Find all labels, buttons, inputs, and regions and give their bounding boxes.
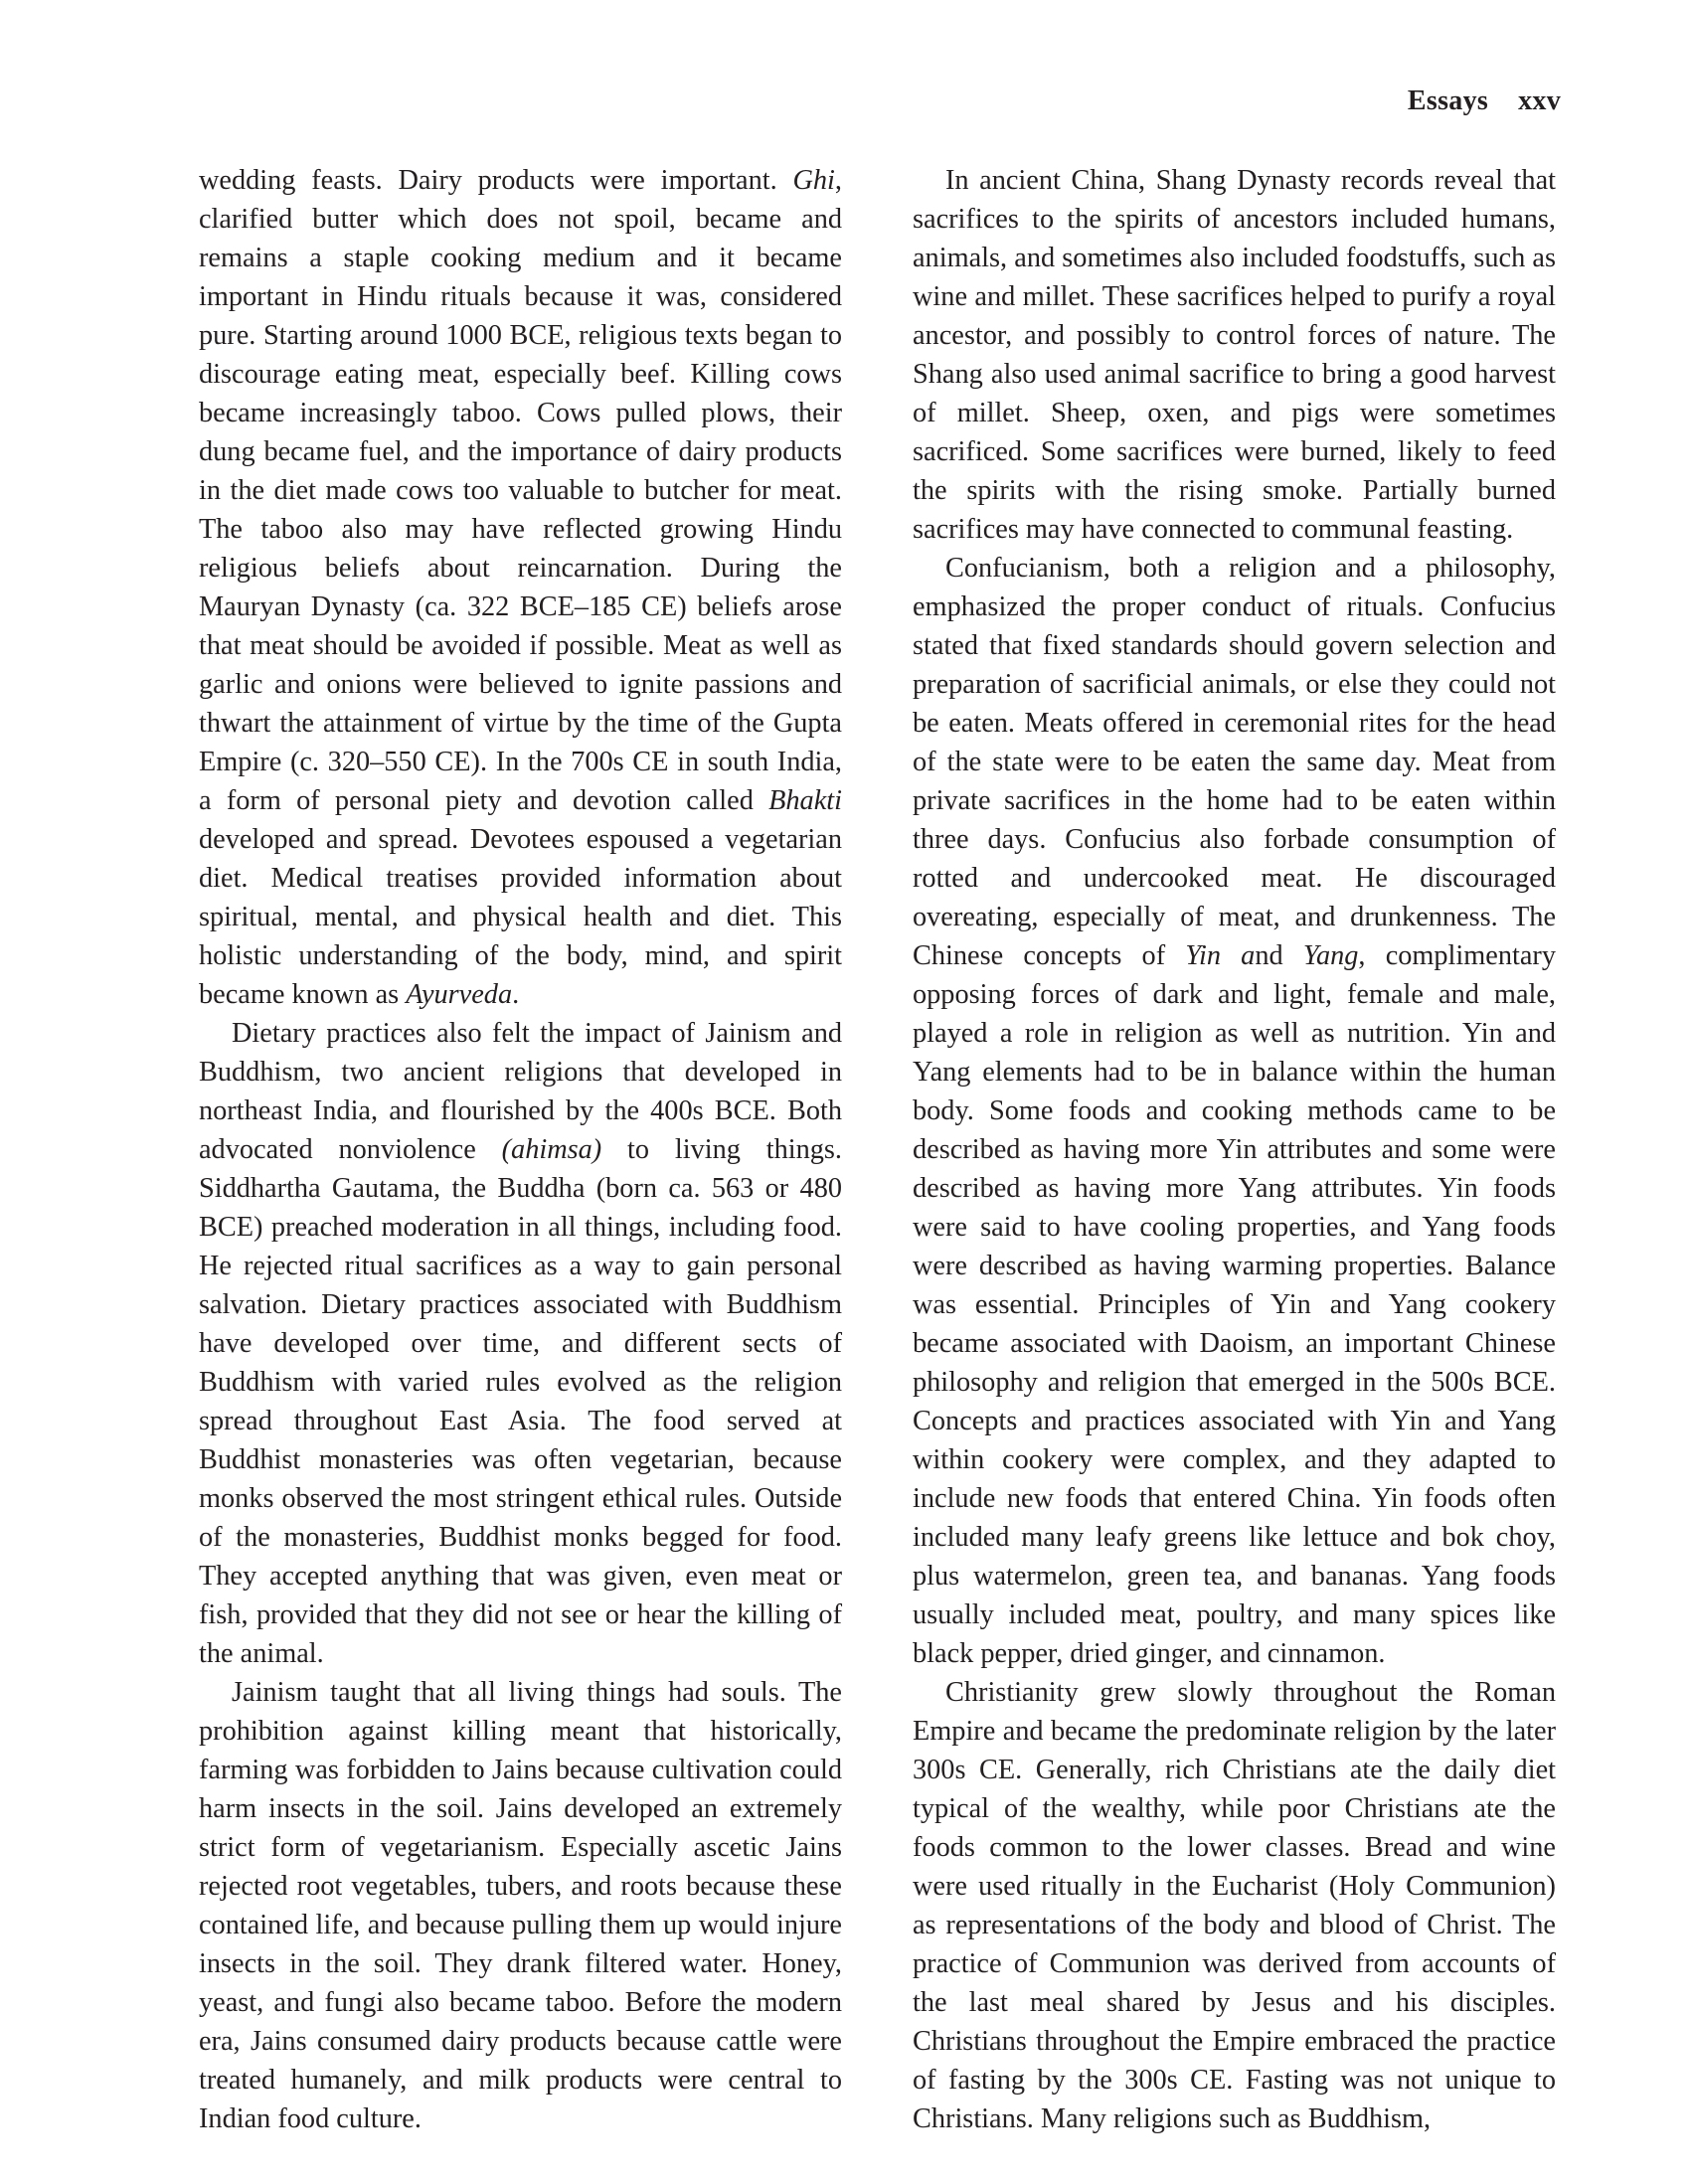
paragraph: Dietary practices also felt the impact of Jainism and Buddhism, two ancient religions that developed in northeast India, and flourished by the 400s BCE. Both advocated nonviolence (ahimsa) to living things. Siddhartha Gautama, the Buddha (born ca. 563 or 480 BCE) preached moderation in all things, including food. He rejected ritual sacrifices as a way to gain personal salvation. Dietary practices associated with Buddhism have developed over time, and different sects of Buddhism with varied rules evolved as the religion spread throughout East Asia. The food served at Buddhist monasteries was often vegetarian, because monks observed the most stringent ethical rules. Outside of the monasteries, Buddhist monks begged for food. They accepted anything that was given, even meat or fish, provided that they did not see or hear the killing of the animal.: [199, 1018, 842, 1669]
page-number: xxv: [1518, 85, 1561, 116]
paragraph: Jainism taught that all living things had souls. The prohibition against killing meant that historically, farming was forbidden to Jains because cultivation could harm insects in the soil. Jains developed an extremely strict form of vegetarianism. Especially ascetic Jains rejected root vegetables, tubers, and roots because these contained life, and because pulling them up would injure insects in the soil. They drank filtered water. Honey, yeast, and fungi also became taboo. Before the modern era, Jains consumed dairy products because cattle were treated humanely, and milk products were central to Indian food culture.: [199, 1677, 842, 2134]
right-column: [913, 161, 1556, 2138]
left-column: [199, 161, 842, 2138]
running-head: [1408, 85, 1561, 117]
running-head-section: Essays: [1407, 85, 1489, 116]
paragraph: wedding feasts. Dairy products were important. Ghi, clarified butter which does not spoil, became and remains a staple cooking medium and it became important in Hindu rituals because it was, considered pure. Starting around 1000 BCE, religious texts began to discourage eating meat, especially beef. Killing cows became increasingly taboo. Cows pulled plows, their dung became fuel, and the importance of dairy products in the diet made cows too valuable to butcher for meat. The taboo also may have reflected growing Hindu religious beliefs about reincarnation. During the Mauryan Dynasty (ca. 322 BCE–185 CE) beliefs arose that meat should be avoided if possible. Meat as well as garlic and onions were believed to ignite passions and thwart the attainment of virtue by the time of the Gupta Empire (c. 320–550 CE). In the 700s CE in south India, a form of personal piety and devotion called Bhakti developed and spread. Devotees espoused a vegetarian diet. Medical treatises provided information about spiritual, mental, and physical health and diet. This holistic understanding of the body, mind, and spirit became known as Ayurveda.: [199, 165, 842, 1010]
paragraph: In ancient China, Shang Dynasty records reveal that sacrifices to the spirits of ancestors included humans, animals, and sometimes also included foodstuffs, such as wine and millet. These sacrifices helped to purify a royal ancestor, and possibly to control forces of nature. The Shang also used animal sacrifice to bring a good harvest of millet. Sheep, oxen, and pigs were sometimes sacrificed. Some sacrifices were burned, likely to feed the spirits with the rising smoke. Partially burned sacrifices may have connected to communal feasting.: [913, 165, 1556, 545]
paragraph: Confucianism, both a religion and a philosophy, emphasized the proper conduct of rituals. Confucius stated that fixed standards should govern selection and preparation of sacrificial animals, or else they could not be eaten. Meats offered in ceremonial rites for the head of the state were to be eaten the same day. Meat from private sacrifices in the home had to be eaten within three days. Confucius also forbade consumption of rotted and undercooked meat. He discouraged overeating, especially of meat, and drunkenness. The Chinese concepts of Yin and Yang, complimentary opposing forces of dark and light, female and male, played a role in religion as well as nutrition. Yin and Yang elements had to be in balance within the human body. Some foods and cooking methods came to be described as having more Yin attributes and some were described as having more Yang attributes. Yin foods were said to have cooling properties, and Yang foods were described as having warming properties. Balance was essential. Principles of Yin and Yang cookery became associated with Daoism, an important Chinese philosophy and religion that emerged in the 500s BCE. Concepts and practices associated with Yin and Yang within cookery were complex, and they adapted to include new foods that entered China. Yin foods often included many leafy greens like lettuce and bok choy, plus watermelon, green tea, and bananas. Yang foods usually included meat, poultry, and many spices like black pepper, dried ginger, and cinnamon.: [913, 553, 1556, 1669]
paragraph: Christianity grew slowly throughout the Roman Empire and became the predominate religion by the later 300s CE. Generally, rich Christians ate the daily diet typical of the wealthy, while poor Christians ate the foods common to the lower classes. Bread and wine were used ritually in the Eucharist (Holy Communion) as representations of the body and blood of Christ. The practice of Communion was derived from accounts of the last meal shared by Jesus and his disciples. Christians throughout the Empire embraced the practice of fasting by the 300s CE. Fasting was not unique to Christians. Many religions such as Buddhism,: [913, 1677, 1556, 2134]
